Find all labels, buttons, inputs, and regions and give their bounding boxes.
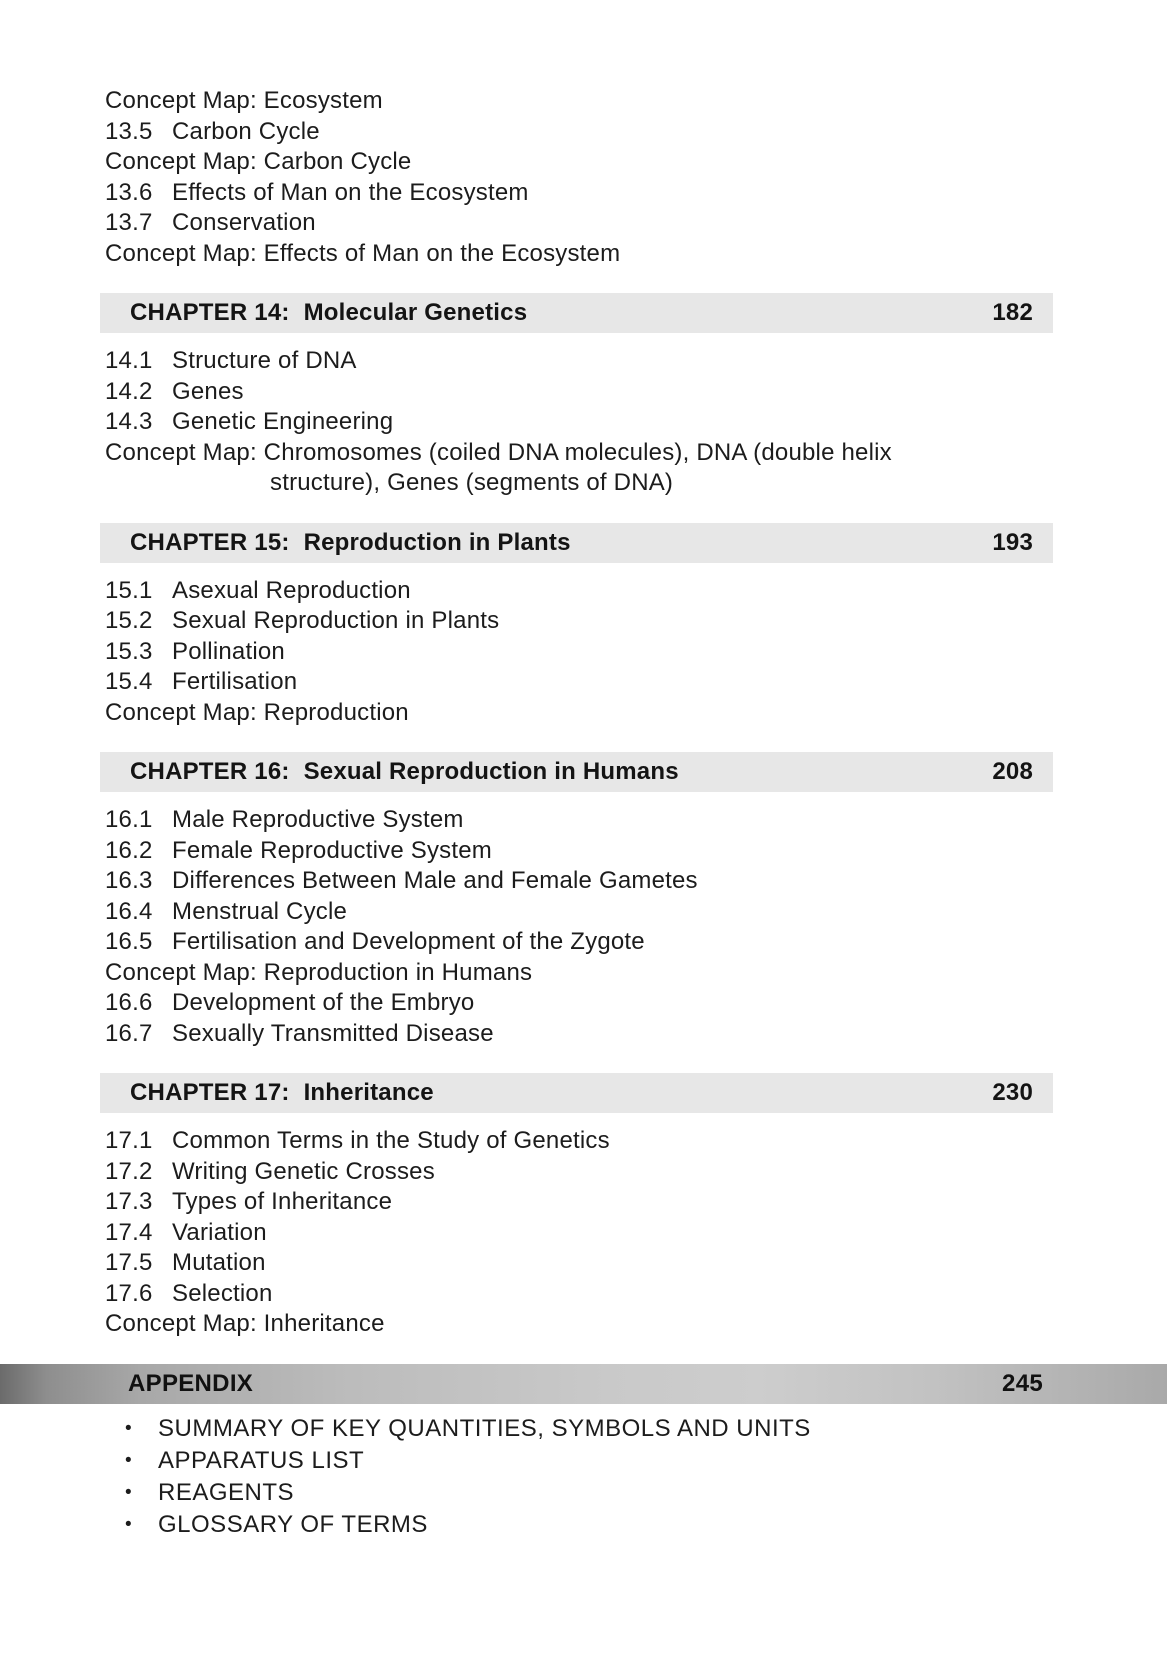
appendix-item-text: SUMMARY OF KEY QUANTITIES, SYMBOLS AND UNITS xyxy=(158,1414,811,1442)
toc-entry xyxy=(105,377,1167,408)
appendix-item-text: REAGENTS xyxy=(158,1478,295,1506)
chapter-label: CHAPTER 17: xyxy=(130,1079,290,1106)
chapter-label: CHAPTER 15: xyxy=(130,528,290,556)
section-number: 15.1 xyxy=(105,576,153,604)
chapter-page-number: 208 xyxy=(992,758,1033,785)
section-title: Common Terms in the Study of Genetics xyxy=(172,1127,610,1154)
toc-entry xyxy=(105,606,1167,637)
appendix-page-number: 245 xyxy=(1002,1369,1043,1397)
concept-map-text: structure), Genes (segments of DNA) xyxy=(270,469,674,496)
section-title: Male Reproductive System xyxy=(172,806,464,833)
toc-entry xyxy=(105,1157,1167,1188)
section-number: 14.2 xyxy=(105,377,153,405)
chapter-page-number: 182 xyxy=(992,299,1033,326)
bullet-icon: • xyxy=(125,1513,133,1535)
concept-map-entry xyxy=(105,1309,1167,1340)
chapter-14-entries xyxy=(0,346,1167,499)
bullet-icon: • xyxy=(125,1449,133,1471)
toc-entry xyxy=(105,117,1167,148)
appendix-item xyxy=(125,1477,1167,1509)
section-title: Genes xyxy=(172,377,244,405)
section-number: 13.7 xyxy=(105,209,153,236)
concept-map-text: Concept Map: Ecosystem xyxy=(105,87,383,114)
section-number: 13.6 xyxy=(105,178,153,206)
concept-map-entry xyxy=(105,438,1167,469)
section-title: Carbon Cycle xyxy=(172,117,320,145)
section-title: Mutation xyxy=(172,1249,266,1276)
section-title: Selection xyxy=(172,1279,273,1307)
section-title: Writing Genetic Crosses xyxy=(172,1157,435,1185)
section-number: 15.2 xyxy=(105,607,153,634)
appendix-item xyxy=(125,1509,1167,1541)
toc-entry xyxy=(105,346,1167,377)
chapter-heading-16 xyxy=(100,752,1053,792)
concept-map-text: Concept Map: Chromosomes (coiled DNA molecules), DNA (double helix xyxy=(105,438,892,466)
concept-map-entry xyxy=(105,698,1167,729)
section-number: 17.6 xyxy=(105,1279,153,1307)
concept-map-text: Concept Map: Reproduction xyxy=(105,698,409,726)
section-title: Sexually Transmitted Disease xyxy=(172,1019,494,1047)
chapter-label: CHAPTER 14: xyxy=(130,299,290,326)
section-title: Asexual Reproduction xyxy=(172,576,411,604)
section-number: 17.2 xyxy=(105,1157,153,1185)
toc-entry xyxy=(105,927,1167,958)
concept-map-entry xyxy=(105,958,1167,989)
concept-map-entry xyxy=(105,147,1167,178)
chapter-title: Inheritance xyxy=(303,1079,434,1106)
section-title: Differences Between Male and Female Gametes xyxy=(172,867,698,894)
section-number: 17.3 xyxy=(105,1188,153,1215)
section-number: 15.3 xyxy=(105,637,153,665)
appendix-item xyxy=(125,1445,1167,1477)
chapter-13-entries xyxy=(0,86,1167,269)
chapter-heading-17 xyxy=(100,1073,1053,1113)
toc-entry xyxy=(105,1126,1167,1157)
chapter-17-entries xyxy=(0,1126,1167,1340)
section-number: 17.1 xyxy=(105,1127,153,1154)
toc-entry xyxy=(105,1218,1167,1249)
appendix-item-text: APPARATUS LIST xyxy=(158,1446,365,1474)
chapter-16-entries xyxy=(0,805,1167,1049)
chapter-title: Reproduction in Plants xyxy=(303,528,571,556)
section-title: Sexual Reproduction in Plants xyxy=(172,607,500,634)
concept-map-text: Concept Map: Reproduction in Humans xyxy=(105,958,533,986)
appendix-label: APPENDIX xyxy=(128,1369,254,1397)
section-title: Pollination xyxy=(172,637,285,665)
concept-map-text: Concept Map: Effects of Man on the Ecosystem xyxy=(105,239,621,267)
section-number: 13.5 xyxy=(105,117,153,145)
section-title: Genetic Engineering xyxy=(172,408,394,435)
bullet-icon: • xyxy=(125,1481,133,1503)
concept-map-entry xyxy=(105,239,1167,270)
toc-entry xyxy=(105,836,1167,867)
section-number: 16.5 xyxy=(105,928,153,955)
toc-entry xyxy=(105,866,1167,897)
section-number: 16.1 xyxy=(105,806,153,833)
toc-entry xyxy=(105,1279,1167,1310)
section-number: 14.3 xyxy=(105,408,153,435)
appendix-entries xyxy=(0,1413,1167,1541)
toc-entry xyxy=(105,1248,1167,1279)
toc-entry xyxy=(105,208,1167,239)
section-title: Conservation xyxy=(172,209,316,236)
appendix-item-text: GLOSSARY OF TERMS xyxy=(158,1510,428,1538)
section-number: 16.3 xyxy=(105,867,153,894)
appendix-heading xyxy=(0,1364,1167,1404)
section-title: Fertilisation and Development of the Zygote xyxy=(172,928,645,955)
toc-entry xyxy=(105,407,1167,438)
section-title: Development of the Embryo xyxy=(172,989,475,1016)
toc-entry xyxy=(105,178,1167,209)
section-number: 17.4 xyxy=(105,1218,153,1246)
section-title: Structure of DNA xyxy=(172,347,357,374)
toc-entry xyxy=(105,897,1167,928)
chapter-heading-15 xyxy=(100,523,1053,563)
chapter-title: Molecular Genetics xyxy=(303,299,528,326)
toc-entry xyxy=(105,576,1167,607)
bullet-icon: • xyxy=(125,1417,133,1439)
chapter-label: CHAPTER 16: xyxy=(130,758,290,785)
concept-map-entry-continuation xyxy=(270,468,1167,499)
chapter-heading-14 xyxy=(100,293,1053,333)
section-title: Effects of Man on the Ecosystem xyxy=(172,178,529,206)
section-title: Female Reproductive System xyxy=(172,836,492,864)
toc-entry xyxy=(105,667,1167,698)
section-title: Fertilisation xyxy=(172,668,298,695)
section-number: 16.7 xyxy=(105,1019,153,1047)
section-number: 15.4 xyxy=(105,668,153,695)
section-title: Types of Inheritance xyxy=(172,1188,393,1215)
concept-map-text: Concept Map: Inheritance xyxy=(105,1310,385,1337)
toc-entry xyxy=(105,637,1167,668)
toc-entry xyxy=(105,805,1167,836)
section-title: Menstrual Cycle xyxy=(172,897,348,925)
section-number: 14.1 xyxy=(105,347,153,374)
chapter-page-number: 193 xyxy=(992,528,1033,556)
toc-entry xyxy=(105,1187,1167,1218)
section-number: 16.6 xyxy=(105,989,153,1016)
concept-map-entry xyxy=(105,86,1167,117)
concept-map-text: Concept Map: Carbon Cycle xyxy=(105,148,412,175)
chapter-page-number: 230 xyxy=(992,1079,1033,1106)
chapter-15-entries xyxy=(0,576,1167,729)
section-title: Variation xyxy=(172,1218,267,1246)
toc-entry xyxy=(105,988,1167,1019)
section-number: 16.4 xyxy=(105,897,153,925)
section-number: 17.5 xyxy=(105,1249,153,1276)
appendix-item xyxy=(125,1413,1167,1445)
toc-entry xyxy=(105,1019,1167,1050)
chapter-title: Sexual Reproduction in Humans xyxy=(303,758,679,785)
section-number: 16.2 xyxy=(105,836,153,864)
